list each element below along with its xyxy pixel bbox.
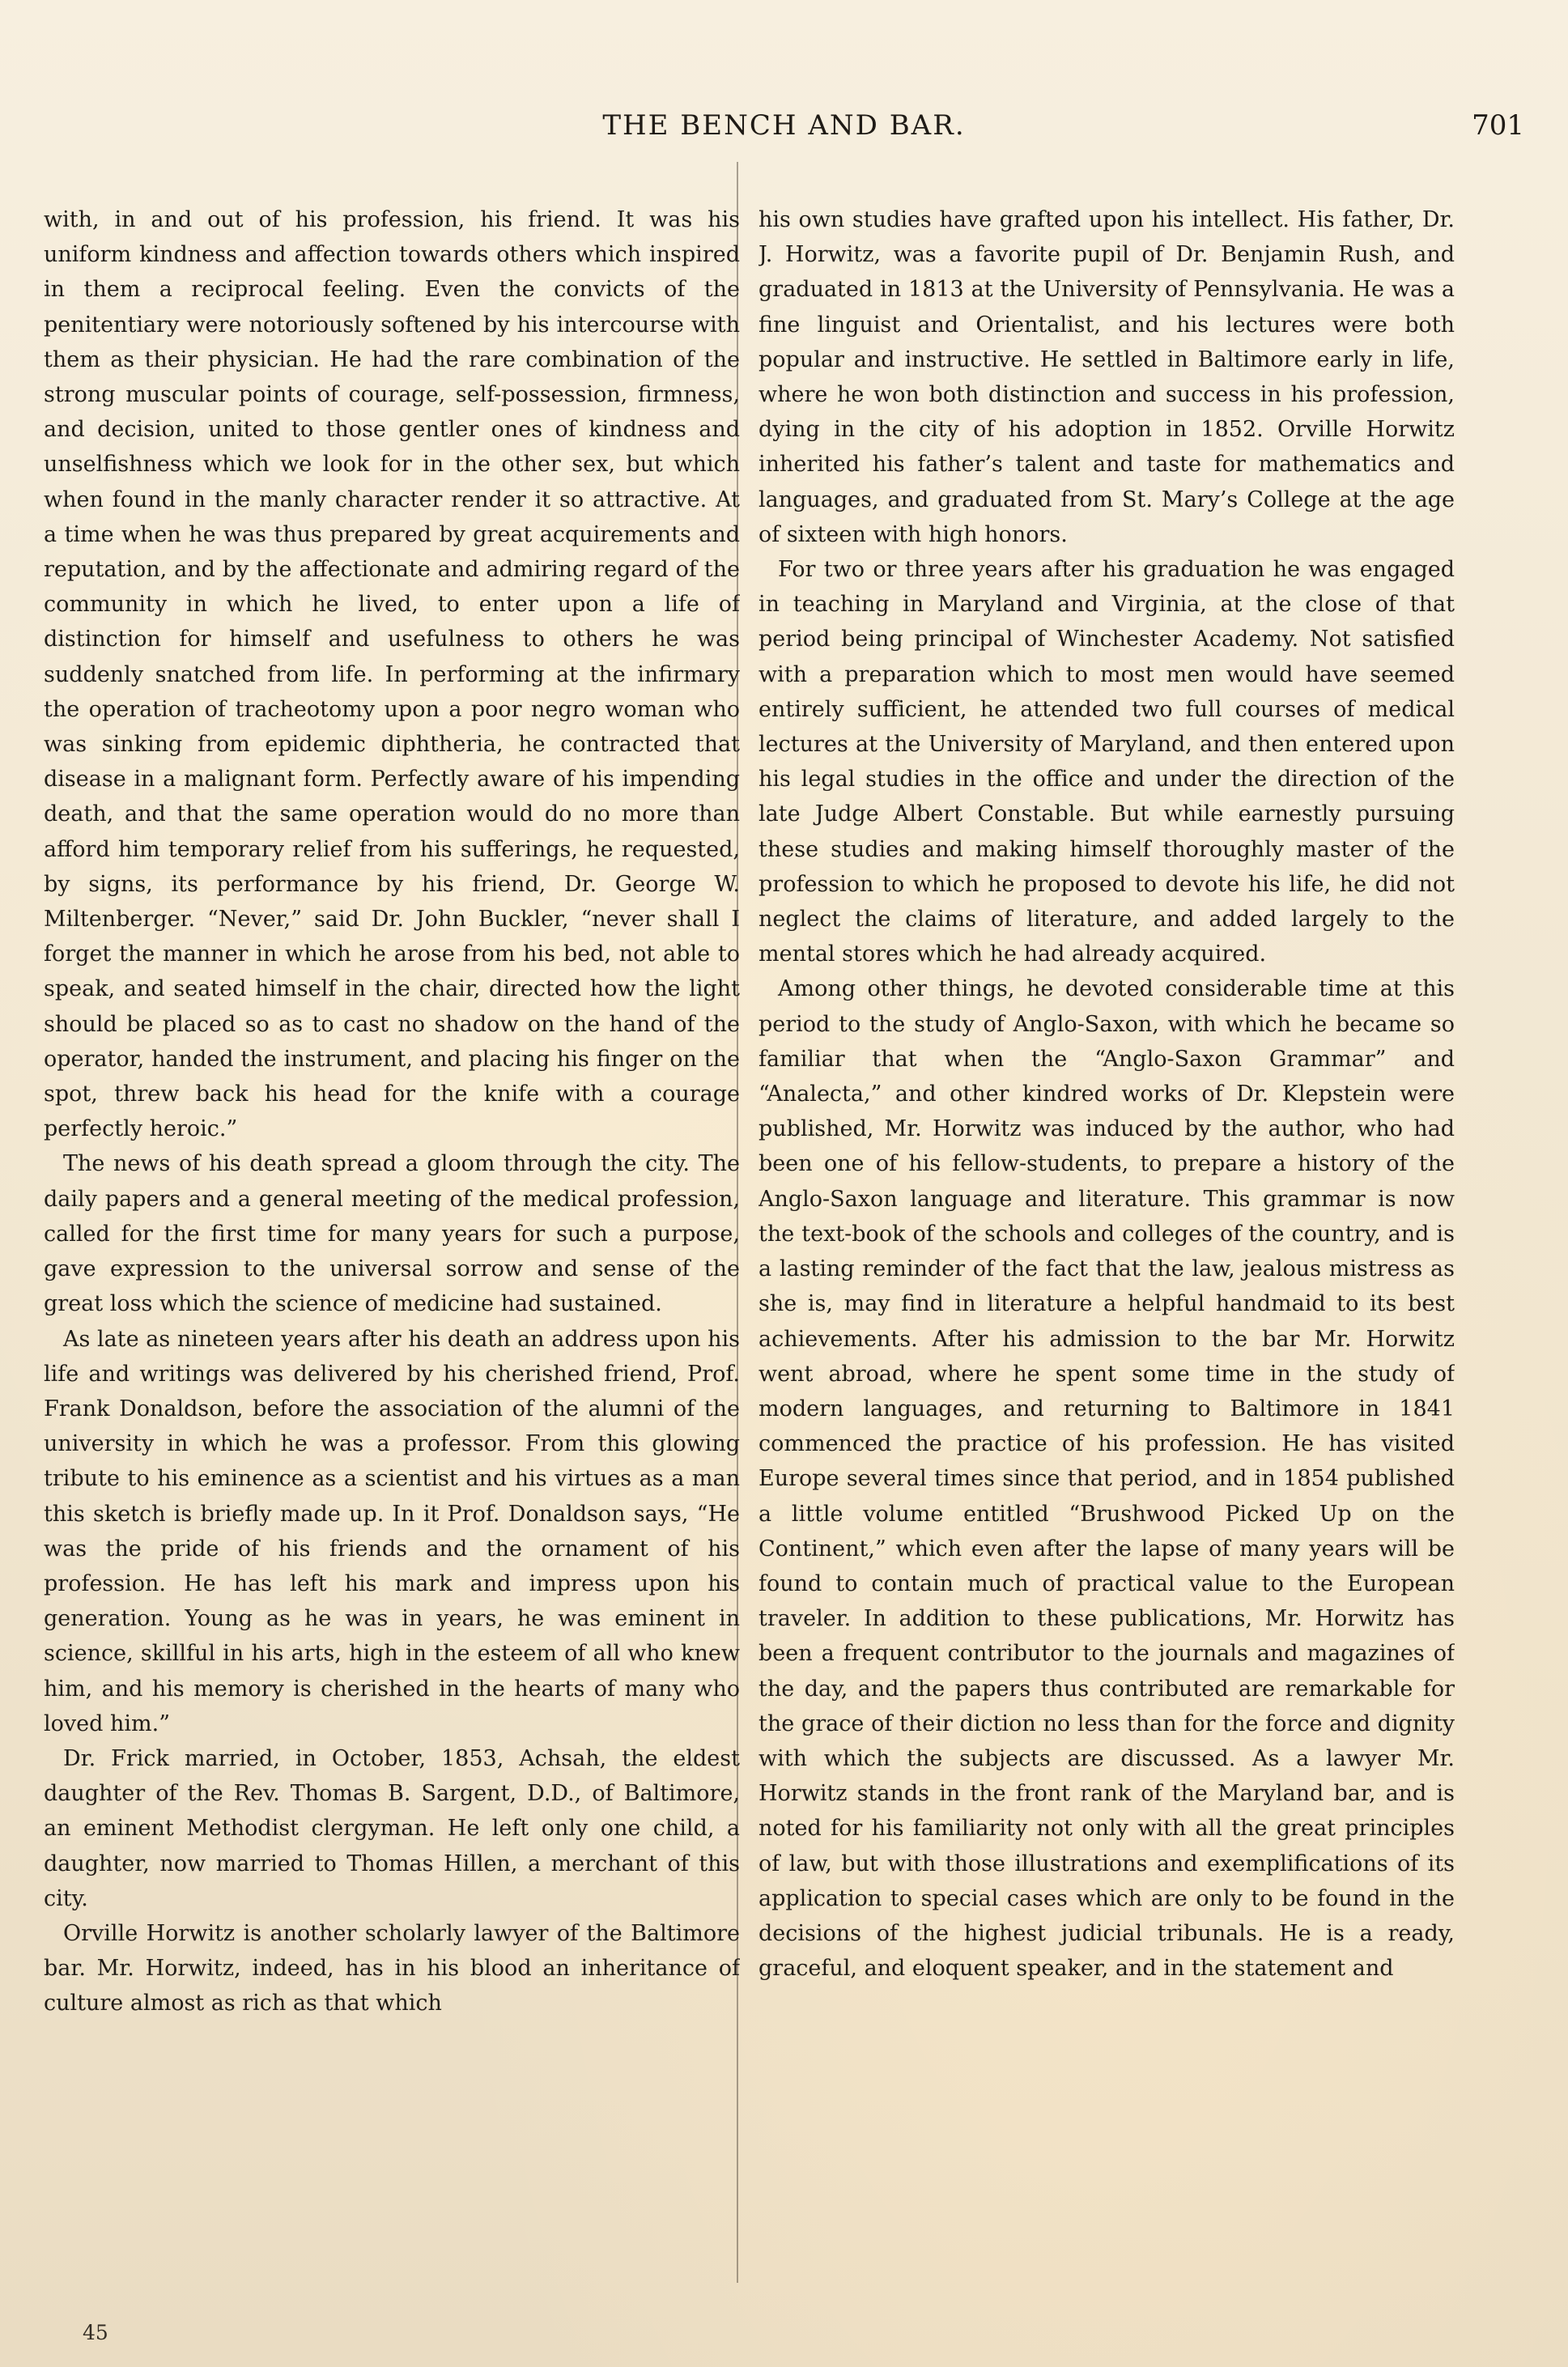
right-paragraph-3: Among other things, he devoted considerable time at this period to the study of Anglo-Saxon, with which he became so familiar that when the “Anglo-Saxon Grammar” and “Analecta,” and other kindred works of Dr. Klepstein were published, Mr. Horwitz was induced by the author, who had been one of his fellow-students, to prepare a history of the Anglo-Saxon language and literature. This grammar is now the text-book of the schools and colleges of the country, and is a lasting reminder of the fact that the law, jealous mistress as she is, may find in literature a helpful handmaid to its best achievements. After his admission to the bar Mr. Horwitz went abroad, where he spent some time in the study of modern languages, and returning to Baltimore in 1841 commenced the practice of his profession. He has visited Europe several times since that period, and in 1854 published a little volume entitled “Brushwood Picked Up on the Continent,” which even after the lapse of many years will be found to contain much of practical value to the European traveler. In addition to these publications, Mr. Horwitz has been a frequent contributor to the journals and magazines of the day, and the papers thus contributed are remarkable for the grace of their diction no less than for the force and dignity with which the subjects are discussed. As a lawyer Mr. Horwitz stands in the front rank of the Maryland bar, and is noted for his familiarity not only with all the great principles of law, but with those illustrations and exemplifications of its application to special cases which are only to be found in the decisions of the highest judicial tribunals. He is a ready, graceful, and eloquent speaker, and in the statement and xyxy=(759,976,1455,1982)
right-paragraph-1: his own studies have grafted upon his intellect. His father, Dr. J. Horwitz, was a favorite pupil of Dr. Benjamin Rush, and graduated in 1813 at the University of Pennsylvania. He was a fine linguist and Orientalist, and his lectures were both popular and instructive. He settled in Baltimore early in life, where he won both distinction and success in his profession, dying in the city of his adoption in 1852. Orville Horwitz inherited his father’s talent and taste for mathematics and languages, and graduated from St. Mary’s College at the age of sixteen with high honors. xyxy=(759,207,1455,547)
signature-mark: 45 xyxy=(83,2321,108,2344)
running-title: THE BENCH AND BAR. xyxy=(602,109,966,142)
left-paragraph-1: with, in and out of his profession, his friend. It was his uniform kindness and affection towards others which inspired in them a reciprocal feeling. Even the convicts of the penitentiary were notoriously softened by his intercourse with them as their physician. He had the rare combination of the strong muscular points of courage, self-possession, firmness, and decision, united to those gentler ones of kindness and unselfishness which we look for in the other sex, but which when found in the manly character render it so attractive. At a time when he was thus prepared by great acquirements and reputation, and by the affectionate and admiring regard of the community in which he lived, to enter upon a life of distinction for himself and usefulness to others he was suddenly snatched from life. In performing at the infirmary the operation of tracheotomy upon a poor negro woman who was sinking from epidemic diphtheria, he contracted that disease in a malignant form. Perfectly aware of his impending death, and that the same operation would do no more than afford him temporary relief from his sufferings, he requested, by signs, its performance by his friend, Dr. George W. Miltenberger. “Never,” said Dr. John Buckler, “never shall I forget the manner in which he arose from his bed, not able to speak, and seated himself in the chair, directed how the light should be placed so as to cast no shadow on the hand of the operator, handed the instrument, and placing his finger on the spot, threw back his head for the knife with a courage perfectly heroic.” xyxy=(44,207,740,1142)
right-column xyxy=(759,202,1455,2263)
left-column xyxy=(44,202,740,2263)
left-paragraph-5: Orville Horwitz is another scholarly lawyer of the Baltimore bar. Mr. Horwitz, indeed, has in his blood an inheritance of culture almost as rich as that which xyxy=(44,1920,740,2016)
left-paragraph-4: Dr. Frick married, in October, 1853, Achsah, the eldest daughter of the Rev. Thomas B. Sargent, D.D., of Baltimore, an eminent Methodist clergyman. He left only one child, a daughter, now married to Thomas Hillen, a merchant of this city. xyxy=(44,1745,740,1911)
page-number: 701 xyxy=(1472,109,1524,142)
right-paragraph-2: For two or three years after his graduation he was engaged in teaching in Maryland and Virginia, at the close of that period being principal of Winchester Academy. Not satisfied with a preparation which to most men would have seemed entirely sufficient, he attended two full courses of medical lectures at the University of Maryland, and then entered upon his legal studies in the office and under the direction of the late Judge Albert Constable. But while earnestly pursuing these studies and making himself thoroughly master of the profession to which he proposed to devote his life, he did not neglect the claims of literature, and added largely to the mental stores which he had already acquired. xyxy=(759,557,1455,967)
left-paragraph-3: As late as nineteen years after his death an address upon his life and writings was delivered by his cherished friend, Prof. Frank Donaldson, before the association of the alumni of the university in which he was a professor. From this glowing tribute to his eminence as a scientist and his virtues as a man this sketch is briefly made up. In it Prof. Donaldson says, “He was the pride of his friends and the ornament of his profession. He has left his mark and impress upon his generation. Young as he was in years, he was eminent in science, skillful in his arts, high in the esteem of all who knew him, and his memory is cherished in the hearts of many who loved him.” xyxy=(44,1326,740,1736)
left-paragraph-2: The news of his death spread a gloom through the city. The daily papers and a general meeting of the medical profession, called for the first time for many years for such a purpose, gave expression to the universal sorrow and sense of the great loss which the science of medicine had sustained. xyxy=(44,1151,740,1317)
page-header xyxy=(44,109,1524,156)
